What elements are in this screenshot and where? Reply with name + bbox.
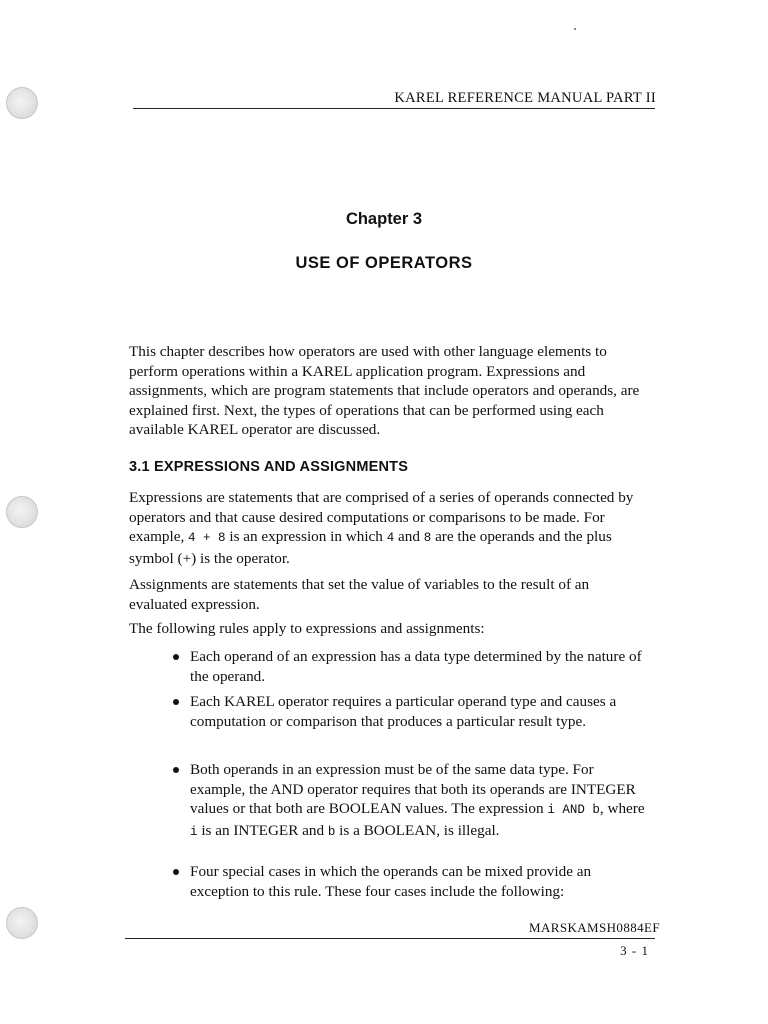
text-run: is an expression in which xyxy=(225,528,387,545)
scan-speck xyxy=(574,28,576,30)
list-item xyxy=(170,760,650,842)
header-rule xyxy=(133,108,655,109)
list-item-text: Each operand of an expression has a data type determined by the nature of the operand. xyxy=(190,648,642,685)
list-item xyxy=(170,862,650,901)
punch-hole-top xyxy=(6,87,38,119)
list-item-text: Four special cases in which the operands can be mixed provide an exception to this rule. These four cases include the following: xyxy=(190,863,592,900)
footer-rule xyxy=(125,938,655,939)
code-run: b xyxy=(327,824,336,839)
document-code: MARSKAMSH0884EF xyxy=(529,920,660,935)
intro-paragraph: This chapter describes how operators are used with other language elements to perform operations within a KAREL application program. Expressions and assignments, which are program statements that include operators and operands, are explained first. Next, the types of operations that can be performed using each available KAREL operator are discussed. xyxy=(129,343,640,438)
chapter-title: USE OF OPERATORS xyxy=(295,254,473,272)
list-item-text: is a BOOLEAN, is illegal. xyxy=(335,821,500,839)
punch-hole-middle xyxy=(6,496,38,528)
section-heading: 3.1 EXPRESSIONS AND ASSIGNMENTS xyxy=(129,459,409,475)
list-item-text: Both operands in an expression must be of the same data type. For example, the AND operator requires that both its operands are INTEGER values or that both are BOOLEAN values. The expression xyxy=(190,761,636,817)
chapter-number: Chapter 3 xyxy=(345,210,423,228)
rules-list xyxy=(170,760,650,842)
bullet-icon xyxy=(173,699,179,705)
bullet-icon xyxy=(173,654,179,660)
text-run: are the operands and the plus symbol (+) is the operator. xyxy=(129,528,612,567)
code-run: 8 xyxy=(423,531,432,545)
text-run: and xyxy=(394,528,424,545)
rules-list xyxy=(170,647,650,686)
list-item xyxy=(170,692,650,731)
list-item-text: Each KAREL operator requires a particular operand type and causes a computation or comparison that produces a particular result type. xyxy=(190,693,617,730)
punch-hole-bottom xyxy=(6,907,38,939)
running-header: KAREL REFERENCE MANUAL PART II xyxy=(394,90,656,106)
code-run: 4 + 8 xyxy=(188,531,226,545)
expressions-paragraph xyxy=(129,488,649,568)
rules-intro: The following rules apply to expressions and assignments: xyxy=(129,620,485,637)
list-item-text: is an INTEGER and xyxy=(197,821,328,839)
code-run: i AND b xyxy=(547,803,600,817)
bullet-icon xyxy=(173,869,179,875)
assignments-paragraph: Assignments are statements that set the value of variables to the result of an evaluated expression. xyxy=(129,576,590,613)
text-run: Expressions are statements that are comprised of a series of operands connected by operators and that cause desired computations or comparisons to be made. For example, xyxy=(129,489,634,545)
list-item-text: , where xyxy=(599,800,645,817)
rules-list xyxy=(170,862,650,901)
list-item xyxy=(170,647,650,686)
page-number: 3 - 1 xyxy=(620,943,649,958)
code-run: 4 xyxy=(386,531,395,545)
code-run: i xyxy=(190,824,198,839)
rules-list xyxy=(170,692,650,731)
bullet-icon xyxy=(173,767,179,773)
